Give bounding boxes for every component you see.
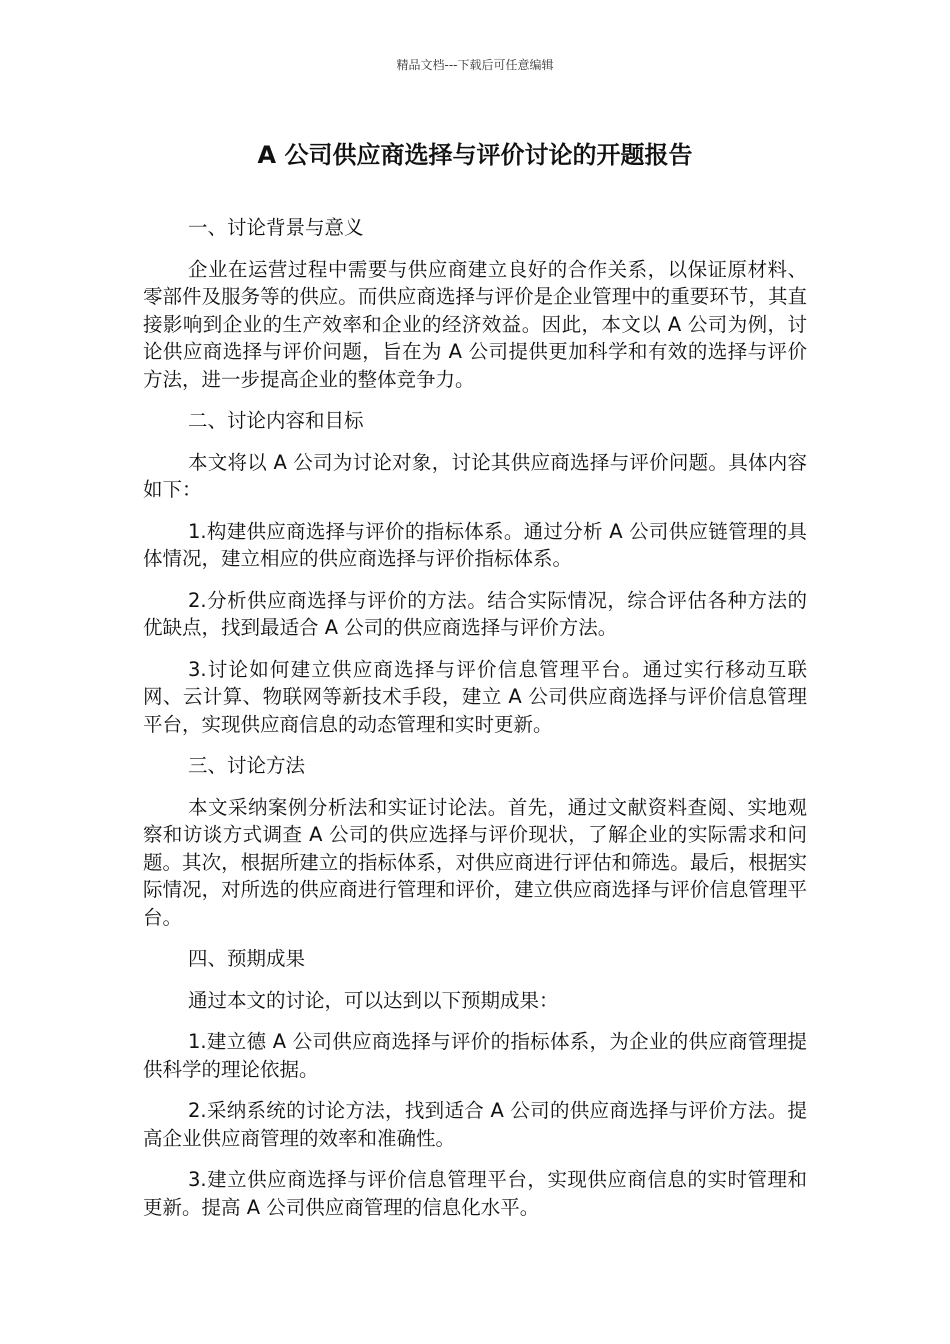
paragraph: 本文将以 A 公司为讨论对象，讨论其供应商选择与评价问题。具体内容如下： — [143, 450, 807, 501]
list-item-paragraph: 3.讨论如何建立供应商选择与评价信息管理平台。通过实行移动互联网、云计算、物联网等新技术手段，建立 A 公司供应商选择与评价信息管理平台，实现供应商信息的动态管理和实时更新。 — [143, 657, 807, 736]
list-item-paragraph: 2.采纳系统的讨论方法，找到适合 A 公司的供应商选择与评价方法。提高企业供应商管理的效率和准确性。 — [143, 1099, 807, 1150]
list-item-paragraph: 1.建立德 A 公司供应商选择与评价的指标体系，为企业的供应商管理提供科学的理论依据。 — [143, 1030, 807, 1081]
paragraph: 企业在运营过程中需要与供应商建立良好的合作关系，以保证原材料、零部件及服务等的供应。而供应商选择与评价是企业管理中的重要环节，其直接影响到企业的生产效率和企业的经济效益。因此，本文以 A 公司为例，讨论供应商选择与评价问题，旨在为 A 公司提供更加科学和有效的选择与评价方法，进一步提高企业的整体竞争力。 — [143, 257, 807, 391]
paragraph: 通过本文的讨论，可以达到以下预期成果： — [188, 988, 559, 1012]
section-heading: 一、讨论背景与意义 — [188, 216, 364, 239]
section-heading: 三、讨论方法 — [188, 754, 306, 777]
paragraph: 本文采纳案例分析法和实证讨论法。首先，通过文献资料查阅、实地观察和访谈方式调查 A 公司的供应选择与评价现状，了解企业的实际需求和问题。其次，根据所建立的指标体系，对供应商进行评估和筛选。最后，根据实际情况，对所选的供应商进行管理和评价，建立供应商选择与评价信息管理平台。 — [143, 795, 807, 929]
list-item-paragraph: 3.建立供应商选择与评价信息管理平台，实现供应商信息的实时管理和更新。提高 A 公司供应商管理的信息化水平。 — [143, 1168, 807, 1219]
list-item-paragraph: 2.分析供应商选择与评价的方法。结合实际情况，综合评估各种方法的优缺点，找到最适合 A 公司的供应商选择与评价方法。 — [143, 588, 807, 639]
page-header: 精品文档---下载后可任意编辑 — [396, 58, 554, 72]
list-item-paragraph: 1.构建供应商选择与评价的指标体系。通过分析 A 公司供应链管理的具体情况，建立相应的供应商选择与评价指标体系。 — [143, 519, 807, 570]
section-heading: 四、预期成果 — [188, 947, 306, 970]
document-title: A 公司供应商选择与评价讨论的开题报告 — [257, 141, 693, 169]
section-heading: 二、讨论内容和目标 — [188, 409, 364, 432]
document-body — [143, 214, 807, 1235]
